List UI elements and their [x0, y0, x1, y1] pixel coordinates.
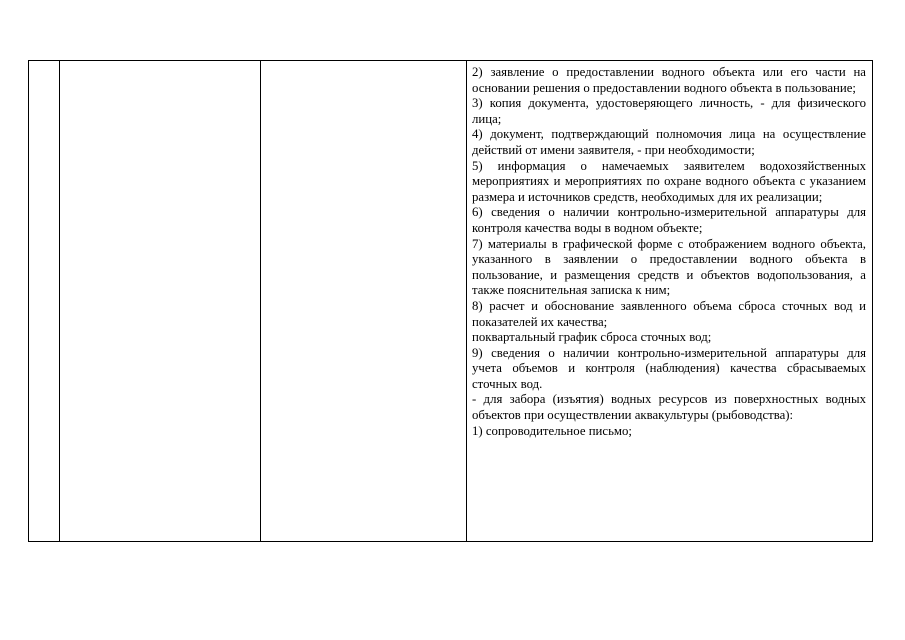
- list-item: 6) сведения о наличии контрольно-измерительной аппаратуры для контроля качества воды в водном объекте;: [472, 205, 866, 235]
- table-cell-service: [60, 61, 261, 542]
- document-table: [28, 60, 873, 542]
- table-row: [29, 61, 873, 542]
- list-item: 2) заявление о предоставлении водного объекта или его части на основании решения о предоставлении водного объекта в пользование;: [472, 65, 866, 95]
- list-item: 8) расчет и обоснование заявленного объема сброса сточных вод и показателей их качества;: [472, 298, 866, 329]
- list-item: 1) сопроводительное письмо;: [472, 423, 632, 438]
- list-item: 7) материалы в графической форме с отображением водного объекта, указанного в заявлении о предоставлении водного объекта в пользование, и размещения средств и объектов водопользования, а также пояснительная записка к ним;: [472, 236, 866, 298]
- table-cell-number: [29, 61, 60, 542]
- list-item: 5) информация о намечаемых заявителем водохозяйственных мероприятиях и мероприятиях по охране водного объекта с указанием размера и источников средств, необходимых для их реализации;: [472, 158, 866, 204]
- list-item: 4) документ, подтверждающий полномочия лица на осуществление действий от имени заявителя, - при необходимости;: [472, 127, 866, 157]
- list-item: поквартальный график сброса сточных вод;: [472, 330, 712, 345]
- documents-list: [467, 61, 872, 541]
- table-cell-applicant: [261, 61, 467, 542]
- list-item: 9) сведения о наличии контрольно-измерительной аппаратуры для учета объемов и контроля (наблюдения) качества сбрасываемых сточных вод.: [472, 345, 866, 391]
- list-item: - для забора (изъятия) водных ресурсов из поверхностных водных объектов при осуществлении аквакультуры (рыбоводства):: [472, 392, 866, 423]
- table-cell-documents: [467, 61, 873, 542]
- list-item: 3) копия документа, удостоверяющего личность, - для физического лица;: [472, 96, 866, 126]
